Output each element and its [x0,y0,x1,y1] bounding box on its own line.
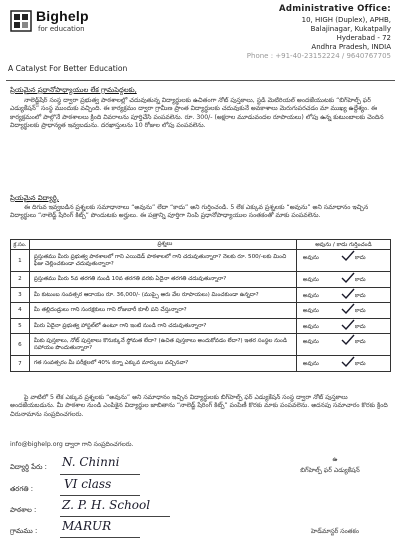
answer-cell[interactable] [296,356,390,372]
bighelp-logo [10,8,130,40]
checkmark-icon [341,303,355,315]
logo-name: Bighelp [36,8,89,24]
row-number: 2 [11,272,30,288]
question-text: గత సంవత్సరం మీ పరీక్షలలో 40% కన్నా ఎక్కువ మార్కులు వచ్చినవా? [29,356,296,372]
contact-email: info@bighelp.org ద్వారా గాని సంప్రదించగలరు. [10,441,134,448]
question-text: మీరు ఏదైనా ప్రభుత్వ హాస్టల్‌లో ఉంటూ గాని ఇంటి నుండి గాని చదువుతున్నారా? [29,318,296,334]
row-number: 7 [11,356,30,372]
table-row [11,334,391,356]
no-option[interactable]: కాదు [354,255,366,261]
answer-cell[interactable] [296,334,390,356]
salutation-student: ప్రియమైన విద్యార్థి, [10,194,59,202]
village-label: గ్రామము : [10,527,38,535]
question-text: మీ తల్లిదండ్రులు గాని సంరక్షకులు గాని రోజువారీ కూలీ పని చేస్తున్నారా? [29,303,296,319]
logo-subtitle: for education [38,25,85,33]
table-row [11,272,391,288]
yes-option[interactable]: అవును [302,292,319,299]
yes-option[interactable]: అవును [302,277,319,283]
name-underline [60,474,140,475]
class-underline [60,495,140,496]
no-option[interactable]: కాదు [354,323,366,330]
signature-initial: ఉ [332,456,338,463]
no-option[interactable]: కాదు [354,277,366,283]
answer-cell[interactable] [296,318,390,334]
school-value[interactable]: Z. P. H. School [62,498,151,512]
row-number: 3 [11,287,30,303]
question-text: ప్రస్తుతము మీరు 5వ తరగతి నుండి 10వ తరగతి వరకు ఏదైనా తరగతి చదువుతున్నారా? [29,272,296,288]
signature-org: బిగ్‌హెల్ప్ ఫర్ ఎడ్యుకేషన్ [300,467,360,474]
school-underline [60,516,170,517]
class-label: తరగతి : [10,485,34,493]
office-line: 10, HIGH (Duplex), APHB, [301,16,391,24]
instructions-paragraph: ఈ దిగువ ఇవ్వబడిన ప్రశ్నలకు సమాధానాలు “అవును” లేదా “కాదు” అని గుర్తించండి. 5 లేక ఎక్కువ ప్రశ్నలకు “అవును” అని సమాధానం ఇచ్చిన విద్యార్థులు “నాలెడ్జ్ షేరింగ్ కిట్స్” పొందుటకు అర్హులు. ఈ పత్రాన్ని పూర్తిగా నింపి ప్రధానోపాధ్యాయుల సంతకంతో మాకు పంపవలెను. [10,204,369,220]
header-yes-no: అవును / కాదు గుర్తించండి [296,240,390,250]
closing-paragraph: పై వాటిలో 5 లేక ఎక్కువ ప్రశ్నలకు “అవును” అని సమాధానం ఇచ్చిన విద్యార్థులకు బిగ్‌హెల్ప్ ఫర్ ఎడ్యుకేషన్ సంస్థ ద్వారా నోట్ పుస్తకాలు అందజేయబడును. మీ పాఠశాల నుండి ఎంపికైన విద్యార్థుల జాబితాను “నాలెడ్జ్ షేరింగ్ కిట్స్” పంపిణీ కొరకు మాకు పంపవలెను. అదనపు సమాచారం కొరకు క్రింది చిరునామాను సంప్రదించగలరు. [10,394,388,418]
question-text: మీకు పుస్తకాలు, నోట్ పుస్తకాలు కొనుక్కునే స్థోమత లేదా? (ఉచిత పుస్తకాలు అందుకోవడం లేదా?) ఇతర సంస్థల నుండి సహాయం పొందుతున్నారా? [29,334,296,356]
school-label: పాఠశాల : [10,506,37,514]
header-questions: ప్రశ్నలు [29,240,296,250]
headmaster-signature: హెడ్‌మాస్టర్ సంతకం [311,528,359,535]
row-number: 1 [11,250,30,272]
answer-cell[interactable] [296,272,390,288]
table-row [11,250,391,272]
yes-option[interactable]: అవును [302,339,319,346]
salutation-principal: ప్రియమైన ప్రధానోపాధ్యాయుల లేక గ్రామపెద్దలకు, [10,86,137,94]
question-text: ప్రస్తుతము మీరు ప్రభుత్వ పాఠశాలలో గాని ఎయిడెడ్ పాఠశాలలో గాని చదువుతున్నారా? నెలకు రూ. 500/-లకు మించి ఫీజు చెల్లించకుండా చదువుతున్నారా? [29,250,296,272]
checkmark-icon [341,288,355,300]
class-value[interactable]: VI class [64,477,112,491]
office-line: Andhra Pradesh, INDIA [311,43,391,51]
row-number: 5 [11,318,30,334]
yes-option[interactable]: అవును [302,308,319,315]
table-header-row [11,240,391,250]
office-address [221,5,391,61]
village-underline [60,537,140,538]
tagline: A Catalyst For Better Education [8,64,128,73]
intro-paragraph: నాలెడ్జ్‌షేర్ సంస్థ ద్వారా ప్రభుత్వ పాఠశాలల్లో చదువుతున్న విద్యార్థులకు ఉచితంగా నోట్ పుస్తకాలు, స్టడీ మెటీరియల్ అందజేయుటకు “బిగ్‌హెల్ప్ ఫర్ ఎడ్యుకేషన్” సంస్థ ముందుకు వచ్చింది. ఈ కార్యక్రమం ద్వారా గ్రామీణ ప్రాంత విద్యార్థులకు చదువుకునే అవకాశాలు మెరుగుపరచడం మా ముఖ్య ఉద్దేశ్యం. ఈ కార్యక్రమంలో పాల్గొనే పాఠశాలలు క్రింది వివరాలను పూర్తిచేసి పంపవలెను. రూ. 300/- (అక్షరాల మూడువందల రూపాయలు) లోపు ఉన్న కుటుంబాలకు చెందిన విద్యార్థులకు ప్రాధాన్యత ఇవ్వబడును. దరఖాస్తులను 10 రోజుల లోపు పంపవలెను. [10,97,384,129]
logo-mark-icon [10,10,32,32]
eligibility-table [10,239,391,372]
row-number: 6 [11,334,30,356]
yes-option[interactable]: అవును [302,255,319,261]
no-option[interactable]: కాదు [354,308,366,315]
office-phone: Phone : +91-40-23152224 / 9640767705 [246,52,391,60]
no-option[interactable]: కాదు [354,361,366,368]
table-row [11,303,391,319]
checkmark-icon [341,272,355,284]
student-name-value[interactable]: N. Chinni [62,455,120,469]
table-row [11,318,391,334]
checkmark-icon [341,250,355,262]
row-number: 4 [11,303,30,319]
answer-cell[interactable] [296,250,390,272]
no-option[interactable]: కాదు [354,292,366,299]
header-serial: క్ర.సం. [11,240,30,250]
checkmark-icon [341,334,355,346]
table-row [11,287,391,303]
village-value[interactable]: MARUR [62,519,112,533]
answer-cell[interactable] [296,287,390,303]
table-row [11,356,391,372]
question-text: మీ కుటుంబ సంవత్సర ఆదాయం రూ. 36,000/- (ముప్పై ఆరు వేల రూపాయలు) మించకుండా ఉన్నదా? [29,287,296,303]
header-divider [6,80,395,81]
checkmark-icon [341,356,355,368]
office-title: Administrative Office: [278,4,391,14]
no-option[interactable]: కాదు [354,339,366,346]
yes-option[interactable]: అవును [302,361,319,368]
answer-cell[interactable] [296,303,390,319]
office-line: Hyderabad - 72 [336,34,391,42]
yes-option[interactable]: అవును [302,323,319,330]
student-name-label: విద్యార్థి పేరు : [10,463,47,471]
office-line: Balajinagar, Kukatpally [310,25,391,33]
checkmark-icon [341,319,355,331]
